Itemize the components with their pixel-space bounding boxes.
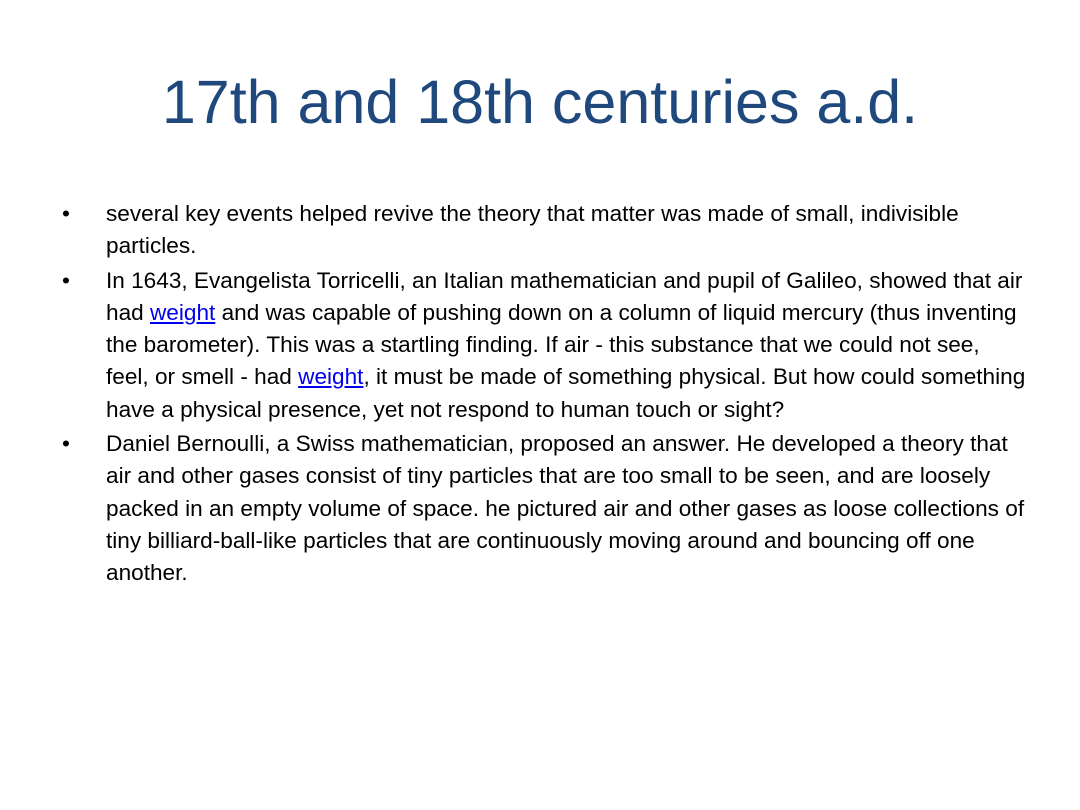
bullet-item-2	[62, 265, 1027, 426]
bullet-text-part-2: and was capable of pushing down on a column of liquid mercury (thus inventing the barometer). This was a startling finding. If air - this substance that we could not see, feel, or smell - had	[106, 299, 1017, 390]
bullet-text-part-3: , it must be made of something physical. But how could something have a physical presence, yet not respond to human touch or sight?	[106, 364, 1026, 422]
bullet-dot: •	[62, 267, 70, 293]
bullet-item-3	[62, 428, 1027, 589]
weight-link-2[interactable]: weight	[298, 364, 364, 390]
bullet-item-1	[62, 198, 1027, 263]
bullet-text: Daniel Bernoulli, a Swiss mathematician, proposed an answer. He developed a theory that air and other gases consist of tiny particles that are too small to be seen, and are loosely packed in an empty volume of space. he pictured air and other gases as loose collections of tiny billiard-ball-like particles that are continuously moving around and bouncing off one another.	[106, 431, 1025, 586]
bullet-list	[62, 198, 1027, 590]
bullet-text-part-1: In 1643, Evangelista Torricelli, an Italian mathematician and pupil of Galileo, showed that air had	[106, 267, 1023, 325]
slide-title: 17th and 18th centuries a.d.	[161, 68, 919, 136]
bullet-dot: •	[62, 201, 70, 226]
bullet-dot: •	[62, 431, 70, 457]
weight-link[interactable]: weight	[149, 299, 216, 325]
bullet-text: several key events helped revive the theory that matter was made of small, indivisible particles.	[106, 201, 959, 259]
